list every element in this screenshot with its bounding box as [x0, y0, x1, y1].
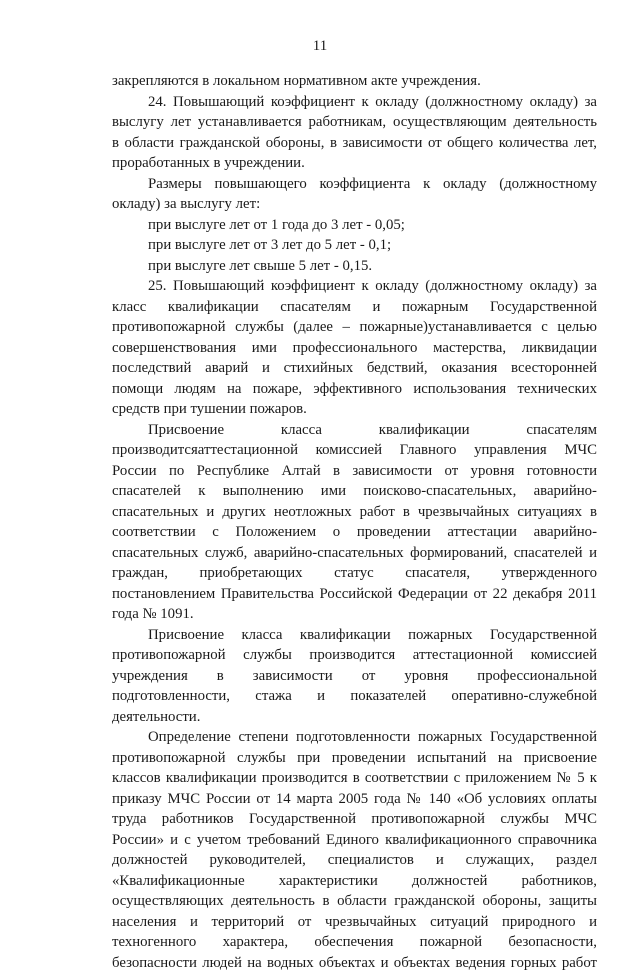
text-line: класс квалификации спасателям и пожарным Государственной [112, 297, 597, 318]
text-line: при выслуге лет от 1 года до 3 лет - 0,05; [112, 215, 597, 236]
text-line: учреждения в зависимости от уровня профессиональной [112, 666, 597, 687]
text-line: безопасности людей на водных объектах и объектах ведения горных работ [112, 953, 597, 973]
text-line: проработанных в учреждении. [112, 153, 597, 174]
text-line: «Квалификационные характеристики должностей работников, [112, 871, 597, 892]
text-line: противопожарной службы (далее – пожарные)устанавливается с целью [112, 317, 597, 338]
text-line: деятельности. [112, 707, 597, 728]
text-line: года № 1091. [112, 604, 597, 625]
text-line: приказу МЧС России от 14 марта 2005 года № 140 «Об условиях оплаты [112, 789, 597, 810]
text-line: Размеры повышающего коэффициента к окладу (должностному [112, 174, 597, 195]
text-line: 24. Повышающий коэффициент к окладу (должностному окладу) за [112, 92, 597, 113]
document-body [112, 71, 597, 973]
text-line: совершенствования ими профессионального мастерства, ликвидации [112, 338, 597, 359]
text-line: осуществляющих деятельность в области гражданской обороны, защиты [112, 891, 597, 912]
text-line: соответствии с Положением о проведении аттестации аварийно- [112, 522, 597, 543]
text-line: средств при тушении пожаров. [112, 399, 597, 420]
text-line: России по Республике Алтай в зависимости от уровня готовности [112, 461, 597, 482]
text-line: при выслуге лет свыше 5 лет - 0,15. [112, 256, 597, 277]
text-line: Присвоение класса квалификации спасателям [112, 420, 597, 441]
text-line: подготовленности, стажа и показателей оперативно-служебной [112, 686, 597, 707]
text-line: спасательных и других неотложных работ в чрезвычайных ситуациях в [112, 502, 597, 523]
text-line: производитсяаттестационной комиссией Главного управления МЧС [112, 440, 597, 461]
text-line: постановлением Правительства Российской Федерации от 22 декабря 2011 [112, 584, 597, 605]
text-line: граждан, приобретающих статус спасателя, утвержденного [112, 563, 597, 584]
text-line: труда работников Государственной противопожарной службы МЧС [112, 809, 597, 830]
text-line: спасательных служб, аварийно-спасательных формирований, спасателей и [112, 543, 597, 564]
text-line: в области гражданской обороны, в зависимости от общего количества лет, [112, 133, 597, 154]
text-line: классов квалификации производится в соответствии с приложением № 5 к [112, 768, 597, 789]
text-line: при выслуге лет от 3 лет до 5 лет - 0,1; [112, 235, 597, 256]
text-line: выслугу лет устанавливается работникам, осуществляющим деятельность [112, 112, 597, 133]
text-line: помощи людям на пожаре, эффективного использования технических [112, 379, 597, 400]
text-line: населения и территорий от чрезвычайных ситуаций природного и [112, 912, 597, 933]
text-line: окладу) за выслугу лет: [112, 194, 597, 215]
page-number: 11 [0, 37, 640, 55]
text-line: России» и с учетом требований Единого квалификационного справочника [112, 830, 597, 851]
text-line: противопожарной службы производится аттестационной комиссией [112, 645, 597, 666]
text-line: закрепляются в локальном нормативном акте учреждения. [112, 71, 597, 92]
text-line: последствий аварий и стихийных бедствий, оказания всесторонней [112, 358, 597, 379]
text-line: спасателей к выполнению ими поисково-спасательных, аварийно- [112, 481, 597, 502]
text-line: противопожарной службы при проведении испытаний на присвоение [112, 748, 597, 769]
text-line: 25. Повышающий коэффициент к окладу (должностному окладу) за [112, 276, 597, 297]
text-line: Определение степени подготовленности пожарных Государственной [112, 727, 597, 748]
text-line: техногенного характера, обеспечения пожарной безопасности, [112, 932, 597, 953]
text-line: должностей руководителей, специалистов и служащих, раздел [112, 850, 597, 871]
text-line: Присвоение класса квалификации пожарных Государственной [112, 625, 597, 646]
